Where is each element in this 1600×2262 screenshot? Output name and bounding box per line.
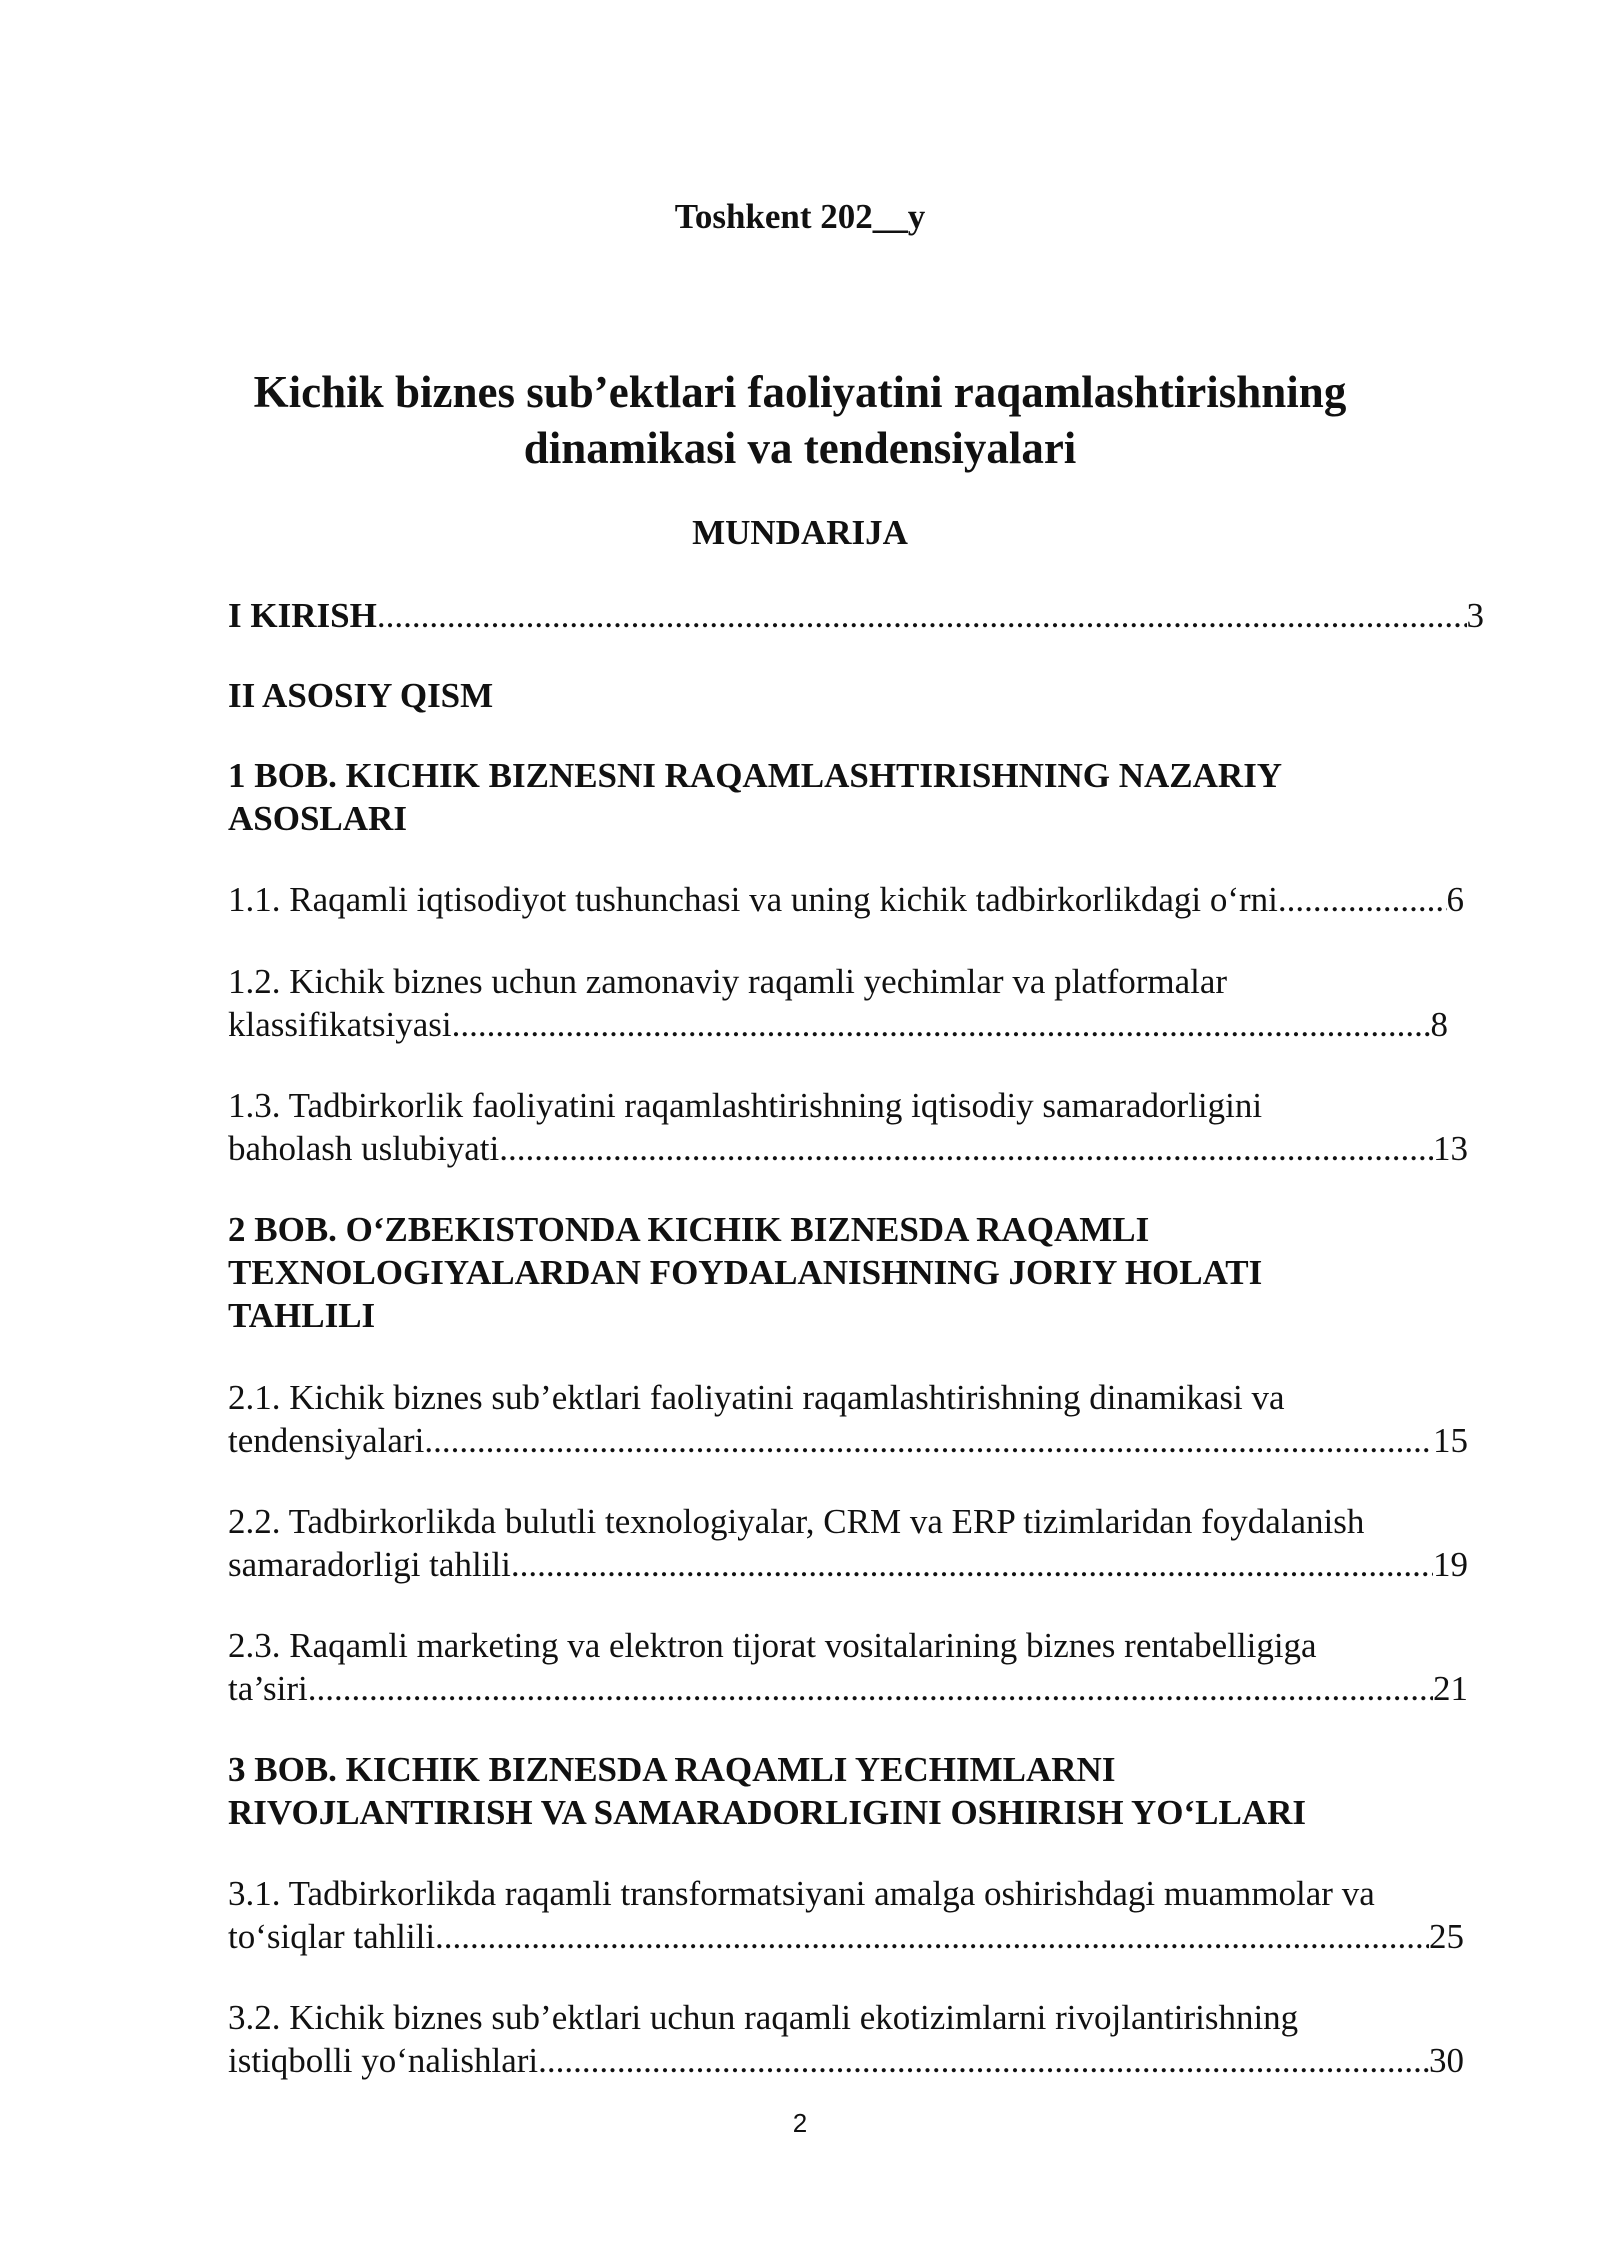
toc-page-number: 8 xyxy=(1430,1005,1448,1044)
toc-leader-dots xyxy=(424,1419,1433,1462)
toc-page-number: 25 xyxy=(1429,1917,1464,1956)
toc-page-number: 3 xyxy=(1466,596,1484,635)
toc-entry-title-line-2: tendensiyalari xyxy=(228,1421,425,1460)
toc-leader-dots xyxy=(435,1915,1429,1958)
toc-entry-1-2 xyxy=(228,960,1448,1046)
toc-page-number: 21 xyxy=(1433,1669,1468,1708)
document-title xyxy=(200,364,1400,476)
document-title-line-2: dinamikasi va tendensiyalari xyxy=(523,423,1077,473)
toc-entry-title-line-1: 2.1. Kichik biznes sub’ektlari faoliyatini raqamlashtirishning dinamikasi va xyxy=(228,1378,1285,1417)
toc-entry-title-line-1: 3.1. Tadbirkorlikda raqamli transformatsiyani amalga oshirishdagi muammolar va xyxy=(228,1874,1375,1913)
toc-entry-1-3 xyxy=(228,1084,1468,1170)
toc-entry-title-line-1: 2.2. Tadbirkorlikda bulutli texnologiyalar, CRM va ERP tizimlaridan foydalanish xyxy=(228,1502,1365,1541)
toc-entry-title-line-1: 1.2. Kichik biznes uchun zamonaviy raqamli yechimlar va platformalar xyxy=(228,962,1228,1001)
toc-entry-title-line-2: klassifikatsiyasi xyxy=(228,1005,452,1044)
toc-entry-title-line-2: ta’siri xyxy=(228,1669,308,1708)
toc-heading: MUNDARIJA xyxy=(692,513,908,552)
toc-chapter-3-line-2: RIVOJLANTIRISH VA SAMARADORLIGINI OSHIRISH YO‘LLARI xyxy=(228,1793,1307,1832)
toc-leader-dots xyxy=(377,594,1467,637)
toc-chapter-2-line-3: TAHLILI xyxy=(228,1296,376,1335)
toc-chapter-1 xyxy=(228,754,1282,840)
toc-entry-title-line-1: 3.2. Kichik biznes sub’ektlari uchun raqamli ekotizimlarni rivojlantirishning xyxy=(228,1998,1299,2037)
toc-entry-title-line-1: 1.3. Tadbirkorlik faoliyatini raqamlashtirishning iqtisodiy samaradorligini xyxy=(228,1086,1263,1125)
document-title-line-1: Kichik biznes sub’ektlari faoliyatini raqamlashtirishning xyxy=(253,367,1347,417)
toc-leader-dots xyxy=(1278,878,1447,921)
toc-entry-title-line-2: baholash uslubiyati xyxy=(228,1129,500,1168)
page-number: 2 xyxy=(792,2108,808,2138)
toc-chapter-3-line-1: 3 BOB. KICHIK BIZNESDA RAQAMLI YECHIMLARNI xyxy=(228,1750,1116,1789)
toc-chapter-1-line-1: 1 BOB. KICHIK BIZNESNI RAQAMLASHTIRISHNING NAZARIY xyxy=(228,756,1283,795)
toc-chapter-2-line-2: TEXNOLOGIYALARDAN FOYDALANISHNING JORIY HOLATI xyxy=(228,1253,1263,1292)
toc-entry-2-3 xyxy=(228,1624,1468,1710)
toc-chapter-1-line-2: ASOSLARI xyxy=(228,799,407,838)
toc-leader-dots xyxy=(538,2039,1429,2082)
toc-section-main-part: II ASOSIY QISM xyxy=(228,676,494,715)
toc-entry-title: I KIRISH xyxy=(228,596,377,635)
toc-chapter-3 xyxy=(228,1748,1306,1834)
toc-entry-3-1 xyxy=(228,1872,1464,1958)
toc-page-number: 13 xyxy=(1433,1129,1468,1168)
city-year-line: Toshkent 202__y xyxy=(674,197,926,236)
toc-leader-dots xyxy=(452,1003,1431,1046)
toc-entry-2-1 xyxy=(228,1376,1468,1462)
toc-entry-title-line-2: samaradorligi tahlili xyxy=(228,1545,511,1584)
toc-entry-intro xyxy=(228,594,1484,637)
toc-entry-title-line-2: istiqbolli yo‘nalishlari xyxy=(228,2041,539,2080)
toc-entry-3-2 xyxy=(228,1996,1464,2082)
toc-page-number: 19 xyxy=(1433,1545,1468,1584)
toc-leader-dots xyxy=(499,1127,1433,1170)
toc-chapter-2-line-1: 2 BOB. O‘ZBEKISTONDA KICHIK BIZNESDA RAQAMLI xyxy=(228,1210,1150,1249)
toc-page-number: 15 xyxy=(1433,1421,1468,1460)
toc-leader-dots xyxy=(308,1667,1433,1710)
toc-page-number: 30 xyxy=(1429,2041,1464,2080)
toc-entry-title-line-2: to‘siqlar tahlili xyxy=(228,1917,436,1956)
toc-chapter-2 xyxy=(228,1208,1262,1337)
toc-entry-title: 1.1. Raqamli iqtisodiyot tushunchasi va uning kichik tadbirkorlikdagi o‘rni xyxy=(228,880,1278,919)
toc-entry-1-1 xyxy=(228,878,1464,921)
toc-entry-2-2 xyxy=(228,1500,1468,1586)
toc-leader-dots xyxy=(511,1543,1433,1586)
toc-entry-title-line-1: 2.3. Raqamli marketing va elektron tijorat vositalarining biznes rentabelligiga xyxy=(228,1626,1317,1665)
toc-page-number: 6 xyxy=(1446,880,1464,919)
